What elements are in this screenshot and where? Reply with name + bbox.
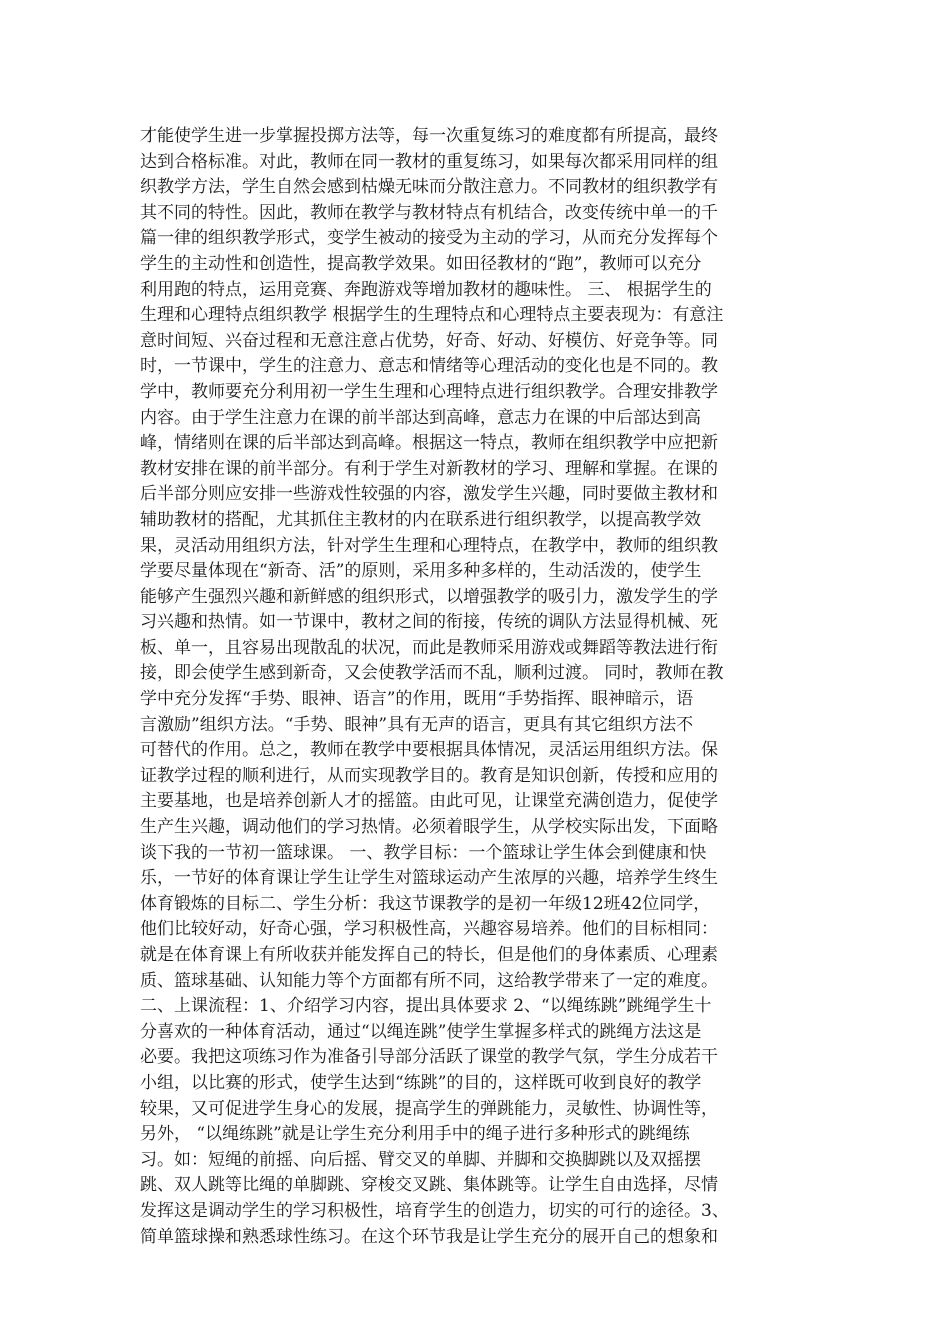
- text-line: 习兴趣和热情。如一节课中，教材之间的衔接，传统的调队方法显得机械、死: [140, 612, 718, 633]
- text-line: 接，即会使学生感到新奇，又会使教学活而不乱，顺利过渡。 同时，教师在教: [140, 663, 724, 684]
- text-line: 才能使学生进一步掌握投掷方法等，每一次重复练习的难度都有所提高，最终: [140, 126, 718, 146]
- text-line: 学要尽量体现在“新奇、活”的原则，采用多种多样的，生动活泼的，使学生: [140, 561, 702, 582]
- text-line: 就是在体育课上有所收获并能发挥自己的特长，但是他们的身体素质、心理素: [140, 945, 718, 965]
- text-line: 峰，情绪则在课的后半部达到高峰。根据这一特点，教师在组织教学中应把新: [140, 433, 718, 454]
- text-line: 分喜欢的一种体育活动，通过“以绳连跳”使学生掌握多样式的跳绳方法这是: [140, 1021, 702, 1042]
- text-line: 果，灵活动用组织方法，针对学生生理和心理特点，在教学中，教师的组织教: [140, 535, 718, 556]
- text-line: 质、篮球基础、认知能力等个方面都有所不同，这给教学带来了一定的难度。: [140, 970, 718, 991]
- text-line: 他们比较好动，好奇心强，学习积极性高，兴趣容易培养。他们的目标相同：: [140, 919, 718, 940]
- text-line: 另外， “以绳练跳”就是让学生充分利用手中的绳子进行多种形式的跳绳练: [140, 1124, 690, 1145]
- text-line: 篇一律的组织教学形式，变学生被动的接受为主动的学习，从而充分发挥每个: [140, 228, 718, 249]
- text-line: 达到合格标准。对此，教师在同一教材的重复练习，如果每次都采用同样的组: [140, 151, 718, 172]
- text-line: 内容。由于学生注意力在课的前半部达到高峰，意志力在课的中后部达到高: [140, 407, 701, 428]
- text-line: 发挥这是调动学生的学习积极性，培育学生的创造力，切实的可行的途径。3、: [140, 1200, 729, 1221]
- text-line: 可替代的作用。总之，教师在教学中要根据具体情况，灵活运用组织方法。保: [140, 740, 718, 761]
- text-line: 小组，以比赛的形式，使学生达到“练跳”的目的，这样既可收到良好的教学: [140, 1072, 702, 1093]
- text-line: 时，一节课中，学生的注意力、意志和情绪等心理活动的变化也是不同的。教: [140, 356, 718, 377]
- text-line: 教材安排在课的前半部分。有利于学生对新教材的学习、理解和掌握。在课的: [140, 458, 718, 479]
- text-line: 其不同的特性。因此，教师在教学与教材特点有机结合，改变传统中单一的千: [140, 202, 718, 223]
- text-line: 习。如：短绳的前摇、向后摇、臂交叉的单脚、并脚和交换脚跳以及双摇摆: [140, 1149, 701, 1170]
- text-line: 主要基地，也是培养创新人才的摇篮。由此可见，让课堂充满创造力，促使学: [140, 791, 718, 812]
- text-line: 生产生兴趣，调动他们的学习热情。必须着眼学生，从学校实际出发，下面略: [140, 817, 718, 838]
- text-line: 言激励”组织方法。“手势、眼神”具有无声的语言，更具有其它组织方法不: [140, 714, 694, 735]
- text-line: 必要。我把这项练习作为准备引导部分活跃了课堂的教学气氛，学生分成若干: [140, 1047, 718, 1068]
- body-text: [140, 124, 830, 1250]
- text-line: 利用跑的特点，运用竞赛、奔跑游戏等增加教材的趣味性。 三、 根据学生的: [140, 279, 712, 300]
- text-line: 学中，教师要充分利用初一学生生理和心理特点进行组织教学。合理安排教学: [140, 381, 718, 402]
- text-line: 体育锻炼的目标二、学生分析：我这节课教学的是初一年级12班42位同学，: [140, 893, 711, 914]
- text-line: 学中充分发挥“手势、眼神、语言”的作用，既用“手势指挥、眼神暗示，语: [140, 689, 694, 710]
- text-line: 生理和心理特点组织教学 根据学生的生理特点和心理特点主要表现为：有意注: [140, 305, 724, 326]
- text-line: 辅助教材的搭配，尤其抓住主教材的内在联系进行组织教学，以提高教学效: [140, 509, 701, 530]
- text-line: 意时间短、兴奋过程和无意注意占优势，好奇、好动、好模仿、好竞争等。同: [140, 330, 718, 351]
- text-line: 谈下我的一节初一篮球课。 一、教学目标：一个篮球让学生体会到健康和快: [140, 842, 707, 863]
- text-line: 板、单一，且容易出现散乱的状况，而此是教师采用游戏或舞蹈等教法进行衔: [140, 637, 718, 658]
- text-line: 乐，一节好的体育课让学生让学生对篮球运动产生浓厚的兴趣，培养学生终生: [140, 868, 718, 889]
- text-line: 简单篮球操和熟悉球性练习。在这个环节我是让学生充分的展开自己的想象和: [140, 1226, 718, 1247]
- text-line: 学生的主动性和创造性，提高教学效果。如田径教材的“跑”，教师可以充分: [140, 253, 702, 274]
- text-line: 后半部分则应安排一些游戏性较强的内容，激发学生兴趣，同时要做主教材和: [140, 484, 718, 505]
- text-line: 能够产生强烈兴趣和新鲜感的组织形式，以增强教学的吸引力，激发学生的学: [140, 586, 718, 607]
- text-line: 跳、双人跳等比绳的单脚跳、穿梭交叉跳、集体跳等。让学生自由选择，尽情: [140, 1175, 718, 1196]
- text-line: 织教学方法，学生自然会感到枯燥无味而分散注意力。不同教材的组织教学有: [140, 177, 718, 198]
- text-line: 二、上课流程：1、介绍学习内容，提出具体要求 2、“以绳练跳”跳绳学生十: [140, 996, 712, 1017]
- text-line: 较果，又可促进学生身心的发展，提高学生的弹跳能力，灵敏性、协调性等，: [140, 1098, 718, 1119]
- text-line: 证教学过程的顺利进行，从而实现教学目的。教育是知识创新，传授和应用的: [140, 765, 718, 786]
